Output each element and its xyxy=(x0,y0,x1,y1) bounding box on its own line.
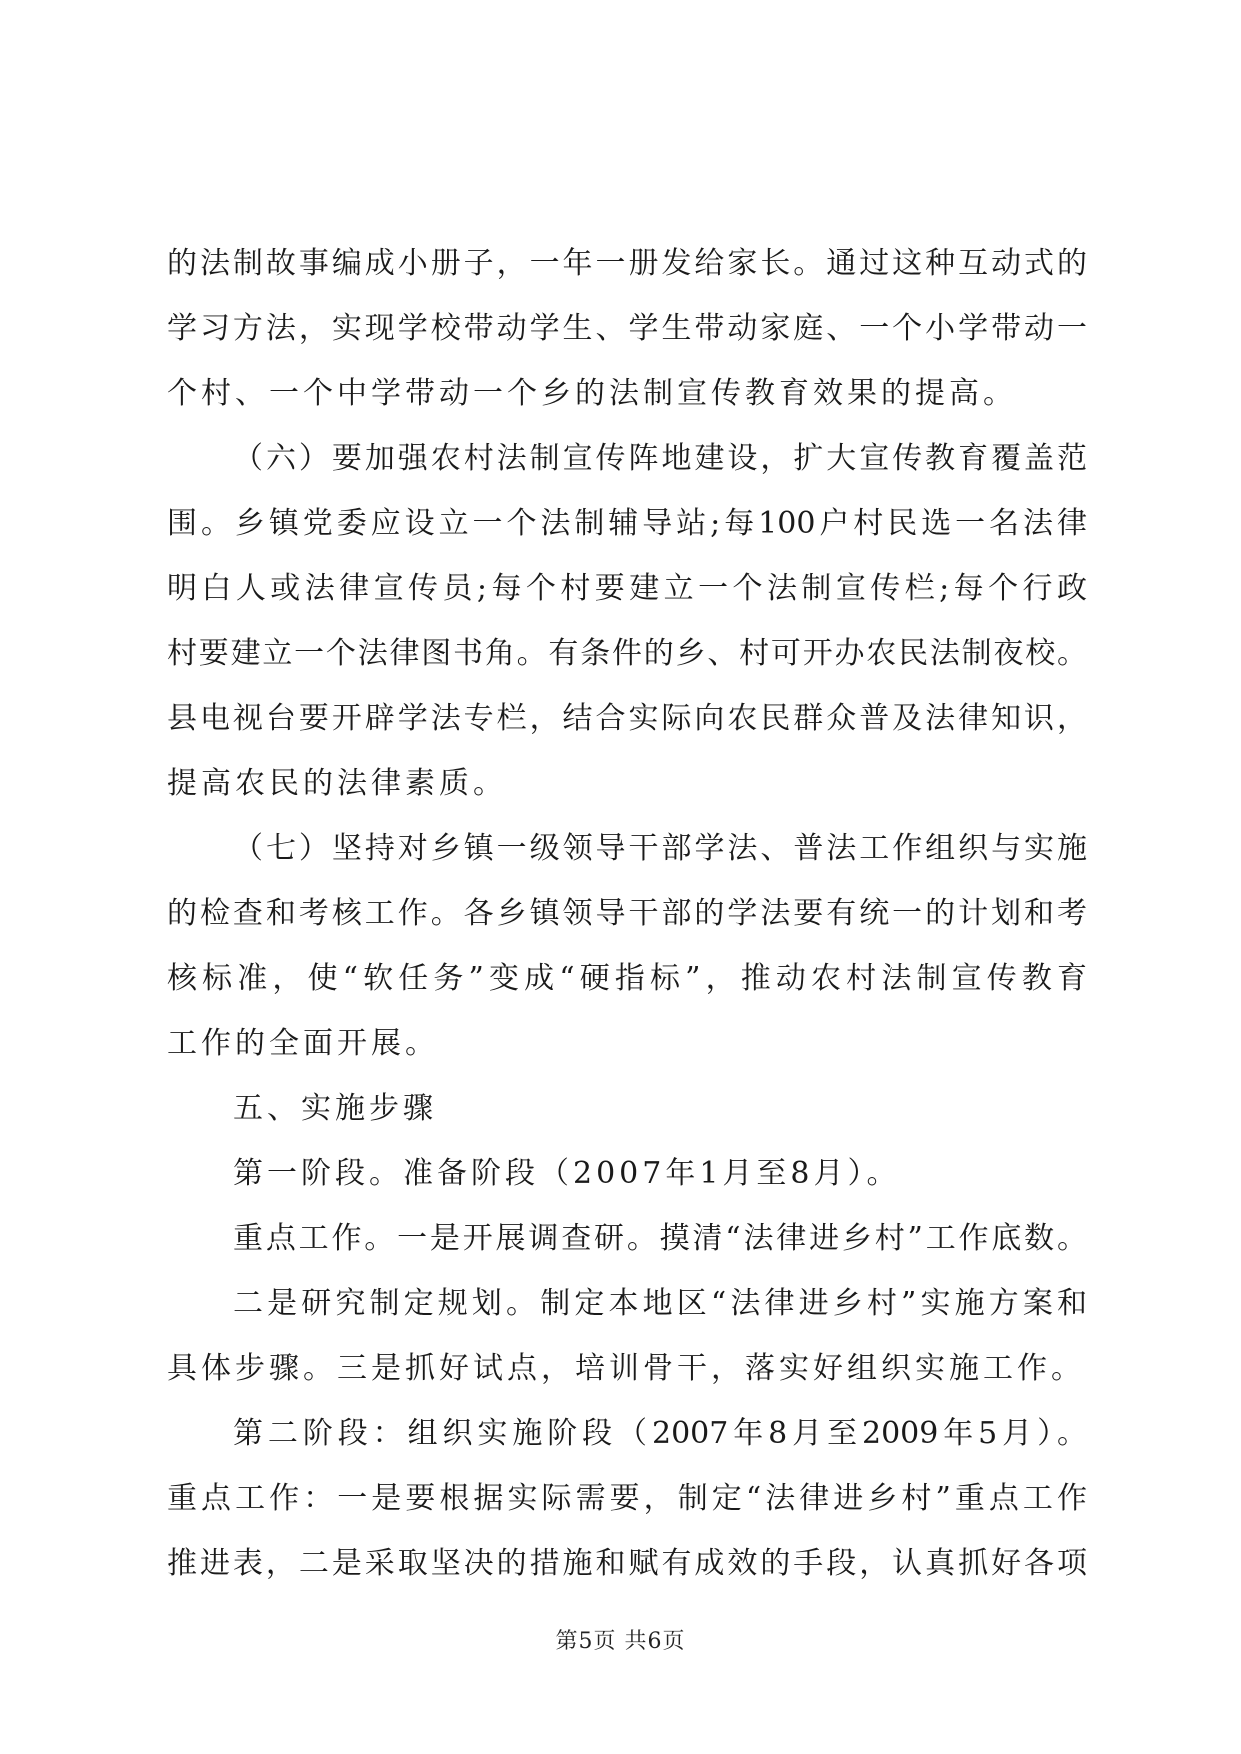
text-line: 重点工作。一是开展调查研。摸清“法律进乡村”工作底数。 xyxy=(233,1221,1087,1256)
text-line: 村要建立一个法律图书角。有条件的乡、村可开办农民法制夜校。 xyxy=(167,636,1087,671)
text-line: 围。乡镇党委应设立一个法制辅导站;每100户村民选一名法律 xyxy=(167,506,1087,541)
text-line: 五、实施步骤 xyxy=(233,1091,437,1126)
text-line: 提高农民的法律素质。 xyxy=(167,766,507,801)
text-line: 重点工作：一是要根据实际需要，制定“法律进乡村”重点工作 xyxy=(167,1481,1087,1516)
text-line: 的检查和考核工作。各乡镇领导干部的学法要有统一的计划和考 xyxy=(167,896,1087,931)
text-line: 学习方法，实现学校带动学生、学生带动家庭、一个小学带动一 xyxy=(167,311,1087,346)
text-line: 二是研究制定规划。制定本地区“法律进乡村”实施方案和 xyxy=(233,1286,1087,1321)
text-line: 第一阶段。准备阶段（2007年1月至8月）。 xyxy=(233,1156,901,1191)
text-line: 核标准，使“软任务”变成“硬指标”，推动农村法制宣传教育 xyxy=(167,961,1087,996)
page-footer: 第5页 共6页 xyxy=(555,1629,686,1654)
text-line: 明白人或法律宣传员;每个村要建立一个法制宣传栏;每个行政 xyxy=(167,571,1087,606)
text-line: 个村、一个中学带动一个乡的法制宣传教育效果的提高。 xyxy=(167,376,1017,411)
text-line: 县电视台要开辟学法专栏，结合实际向农民群众普及法律知识， xyxy=(167,701,1087,736)
text-line: 第二阶段：组织实施阶段（2007年8月至2009年5月）。 xyxy=(233,1416,1087,1451)
body-text xyxy=(167,231,1087,1596)
text-line: 具体步骤。三是抓好试点，培训骨干，落实好组织实施工作。 xyxy=(167,1351,1085,1386)
text-line: （六）要加强农村法制宣传阵地建设，扩大宣传教育覆盖范 xyxy=(233,441,1087,476)
text-line: 推进表，二是采取坚决的措施和赋有成效的手段，认真抓好各项 xyxy=(167,1546,1087,1581)
text-line: 工作的全面开展。 xyxy=(167,1026,439,1061)
text-line: 的法制故事编成小册子，一年一册发给家长。通过这种互动式的 xyxy=(167,246,1087,281)
text-line: （七）坚持对乡镇一级领导干部学法、普法工作组织与实施 xyxy=(233,831,1087,866)
